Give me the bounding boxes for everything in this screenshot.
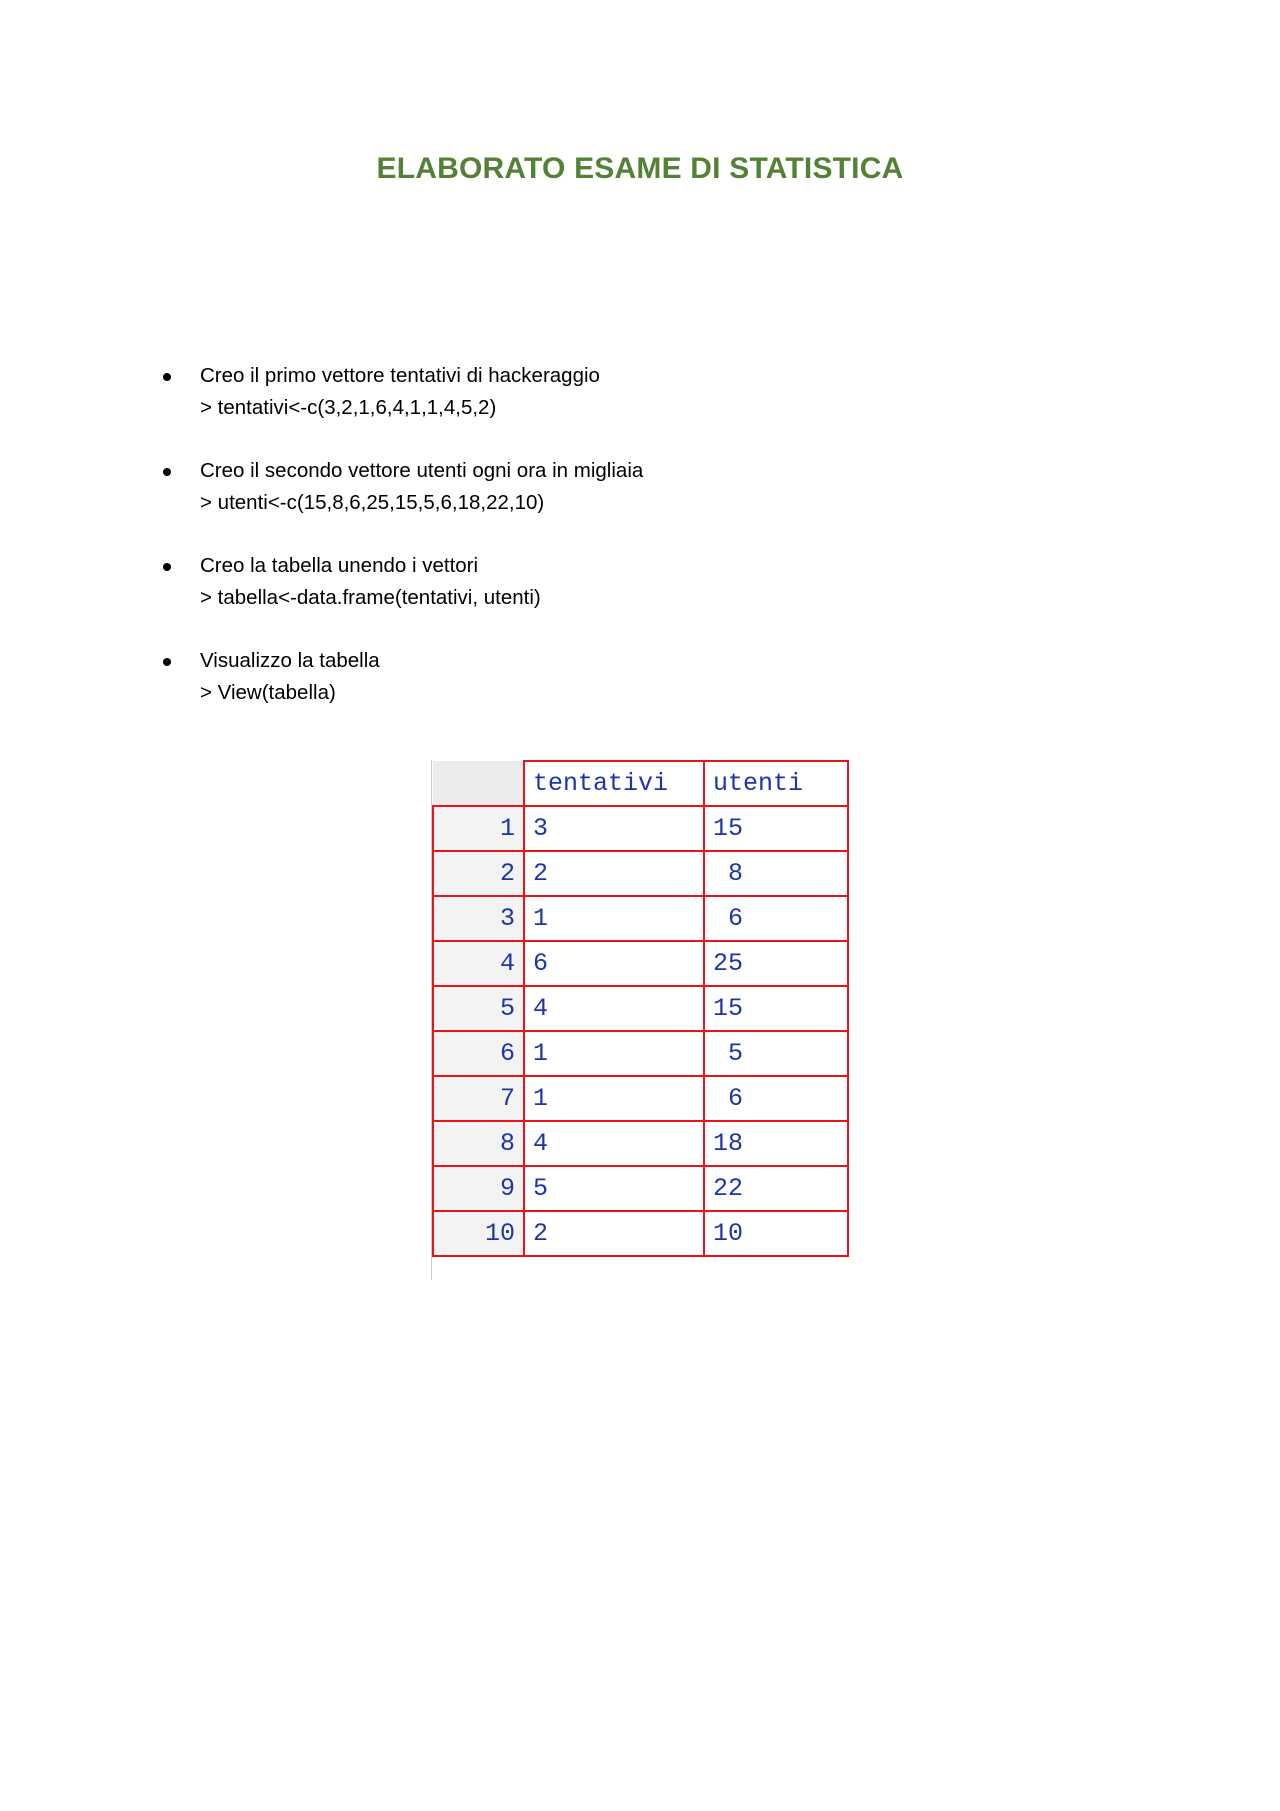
cell-utenti: 10: [704, 1211, 848, 1256]
cell-utenti: 6: [704, 1076, 848, 1121]
table-row: [433, 1076, 848, 1121]
table-row: [433, 896, 848, 941]
steps-list: [160, 360, 1060, 740]
cell-tentativi: 4: [524, 986, 704, 1031]
step-code: > View(tabella): [200, 681, 336, 704]
table-row: [433, 1211, 848, 1256]
row-number: 8: [433, 1121, 524, 1166]
step-code: > tabella<-data.frame(tentativi, utenti): [200, 586, 541, 609]
cell-tentativi: 6: [524, 941, 704, 986]
data-frame-view: [431, 760, 852, 1280]
data-table: [432, 760, 849, 1257]
table-row: [433, 1121, 848, 1166]
corner-cell: [433, 761, 524, 806]
cell-utenti: 6: [704, 896, 848, 941]
table-row: [433, 941, 848, 986]
page-title: ELABORATO ESAME DI STATISTICA: [376, 152, 904, 185]
table-row: [433, 986, 848, 1031]
step-code: > tentativi<-c(3,2,1,6,4,1,1,4,5,2): [200, 396, 497, 419]
column-header-tentativi[interactable]: tentativi: [524, 761, 704, 806]
table-body: [433, 806, 848, 1256]
table-row: [433, 1031, 848, 1076]
cell-tentativi: 1: [524, 896, 704, 941]
list-item: [160, 360, 1060, 424]
cell-utenti: 25: [704, 941, 848, 986]
bullet-icon: [163, 468, 171, 476]
step-description: Creo il secondo vettore utenti ogni ora in migliaia: [200, 459, 644, 482]
row-number: 9: [433, 1166, 524, 1211]
cell-tentativi: 4: [524, 1121, 704, 1166]
cell-tentativi: 2: [524, 851, 704, 896]
cell-tentativi: 1: [524, 1031, 704, 1076]
cell-utenti: 8: [704, 851, 848, 896]
row-number: 3: [433, 896, 524, 941]
step-description: Creo la tabella unendo i vettori: [200, 554, 479, 577]
row-number: 6: [433, 1031, 524, 1076]
step-code: > utenti<-c(15,8,6,25,15,5,6,18,22,10): [200, 491, 545, 514]
step-description: Creo il primo vettore tentativi di hackeraggio: [200, 364, 600, 387]
cell-utenti: 18: [704, 1121, 848, 1166]
list-item: [160, 455, 1060, 519]
cell-utenti: 15: [704, 986, 848, 1031]
row-number: 4: [433, 941, 524, 986]
cell-utenti: 22: [704, 1166, 848, 1211]
row-number: 10: [433, 1211, 524, 1256]
bullet-icon: [163, 658, 171, 666]
table-row: [433, 806, 848, 851]
cell-tentativi: 2: [524, 1211, 704, 1256]
cell-tentativi: 1: [524, 1076, 704, 1121]
row-number: 2: [433, 851, 524, 896]
row-number: 5: [433, 986, 524, 1031]
table-row: [433, 851, 848, 896]
cell-utenti: 15: [704, 806, 848, 851]
list-item: [160, 550, 1060, 614]
bullet-icon: [163, 373, 171, 381]
step-description: Visualizzo la tabella: [200, 649, 380, 672]
table-row: [433, 1166, 848, 1211]
cell-tentativi: 5: [524, 1166, 704, 1211]
table-header-row: [433, 761, 848, 806]
row-number: 7: [433, 1076, 524, 1121]
cell-utenti: 5: [704, 1031, 848, 1076]
column-header-utenti[interactable]: utenti: [704, 761, 848, 806]
row-number: 1: [433, 806, 524, 851]
bullet-icon: [163, 563, 171, 571]
cell-tentativi: 3: [524, 806, 704, 851]
list-item: [160, 645, 1060, 709]
